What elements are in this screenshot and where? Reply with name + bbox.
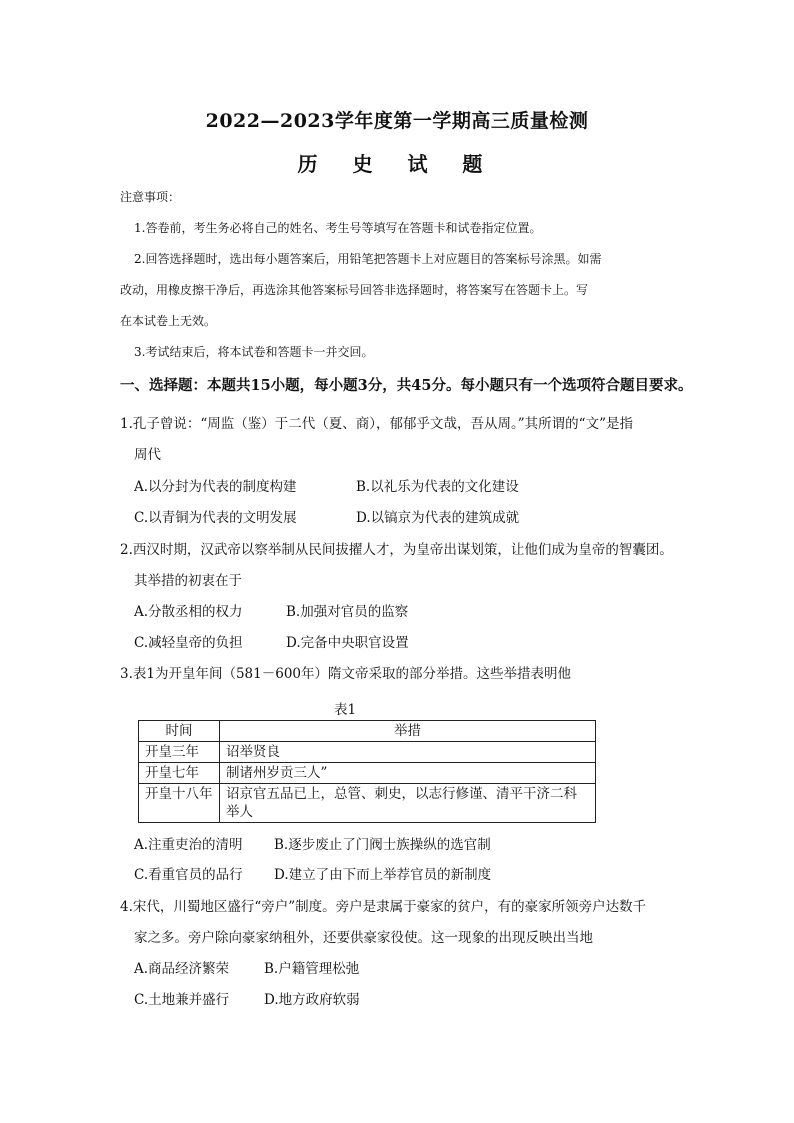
section-heading: 一、选择题：本题共15小题，每小题3分，共45分。每小题只有一个选项符合题目要求。 (120, 377, 693, 394)
measures-table (138, 720, 596, 823)
table-row (139, 784, 596, 823)
table-cell-measure: 制诸州岁贡三人” (220, 763, 596, 784)
note-item: 改动，用橡皮擦干净后，再选涂其他答案标号回答非选择题时，将答案写在答题卡上。写 (120, 283, 589, 297)
table-header-time: 时间 (139, 721, 220, 742)
option-b: B.加强对官员的监察 (286, 604, 409, 620)
option-d: D.完备中央职官设置 (286, 635, 409, 651)
option-b: B.以礼乐为代表的文化建设 (356, 479, 519, 495)
table-caption: 表1 (334, 702, 357, 718)
option-b: B.逐步废止了门阀士族操纵的选官制 (274, 837, 491, 853)
table-row (139, 742, 596, 763)
question-stem: 1.孔子曾说：“周监（鉴）于二代（夏、商），郁郁乎文哉，吾从周。”其所谓的“文”是指 (120, 416, 633, 432)
table-cell-measure: 诏京官五品已上，总管、刺史，以志行修谨、清平干济二科举人 (220, 784, 596, 823)
note-item: 在本试卷上无效。 (120, 314, 217, 328)
question-stem: 周代 (134, 447, 161, 463)
option-d: D.以镐京为代表的建筑成就 (356, 510, 520, 526)
table-cell-time: 开皇七年 (139, 763, 220, 784)
option-c: C.减轻皇帝的负担 (134, 635, 243, 651)
table-cell-time: 开皇三年 (139, 742, 220, 763)
question-stem: 3.表1为开皇年间（581－600年）隋文帝采取的部分举措。这些举措表明他 (120, 666, 572, 682)
question-stem: 其举措的初衷在于 (134, 573, 242, 589)
note-item: 1.答卷前，考生务必将自己的姓名、考生号等填写在答题卡和试卷指定位置。 (134, 221, 542, 235)
question-stem: 家之多。旁户除向豪家纳租外，还要供豪家役使。这一现象的出现反映出当地 (134, 930, 593, 946)
exam-title: 2022—2023学年度第一学期高三质量检测 (205, 110, 589, 132)
option-a: A.分散丞相的权力 (134, 604, 243, 620)
notes-heading: 注意事项： (120, 190, 181, 204)
table-cell-time: 开皇十八年 (139, 784, 220, 823)
note-item: 3.考试结束后，将本试卷和答题卡一并交回。 (134, 345, 374, 359)
option-d: D.建立了由下而上举荐官员的新制度 (274, 867, 492, 883)
table-header-row (139, 721, 596, 742)
option-d: D.地方政府软弱 (264, 992, 360, 1008)
note-item: 2.回答选择题时，选出每小题答案后，用铅笔把答题卡上对应题目的答案标号涂黑。如需 (134, 252, 602, 266)
option-a: A.注重吏治的清明 (134, 837, 243, 853)
table-row (139, 763, 596, 784)
option-b: B.户籍管理松弛 (264, 961, 360, 977)
question-stem: 4.宋代，川蜀地区盛行“旁户”制度。旁户是隶属于豪家的贫户，有的豪家所领旁户达数千 (120, 899, 647, 915)
option-c: C.土地兼并盛行 (134, 992, 230, 1008)
option-a: A.商品经济繁荣 (134, 961, 230, 977)
option-c: C.以青铜为代表的文明发展 (134, 510, 297, 526)
question-stem: 2.西汉时期，汉武帝以察举制从民间拔擢人才，为皇帝出谋划策，让他们成为皇帝的智囊团。 (120, 542, 673, 558)
table-header-measure: 举措 (220, 721, 596, 742)
exam-subject: 历 史 试 题 (297, 152, 497, 176)
table-cell-measure: 诏举贤良 (220, 742, 596, 763)
option-a: A.以分封为代表的制度构建 (134, 479, 297, 495)
option-c: C.看重官员的品行 (134, 867, 243, 883)
